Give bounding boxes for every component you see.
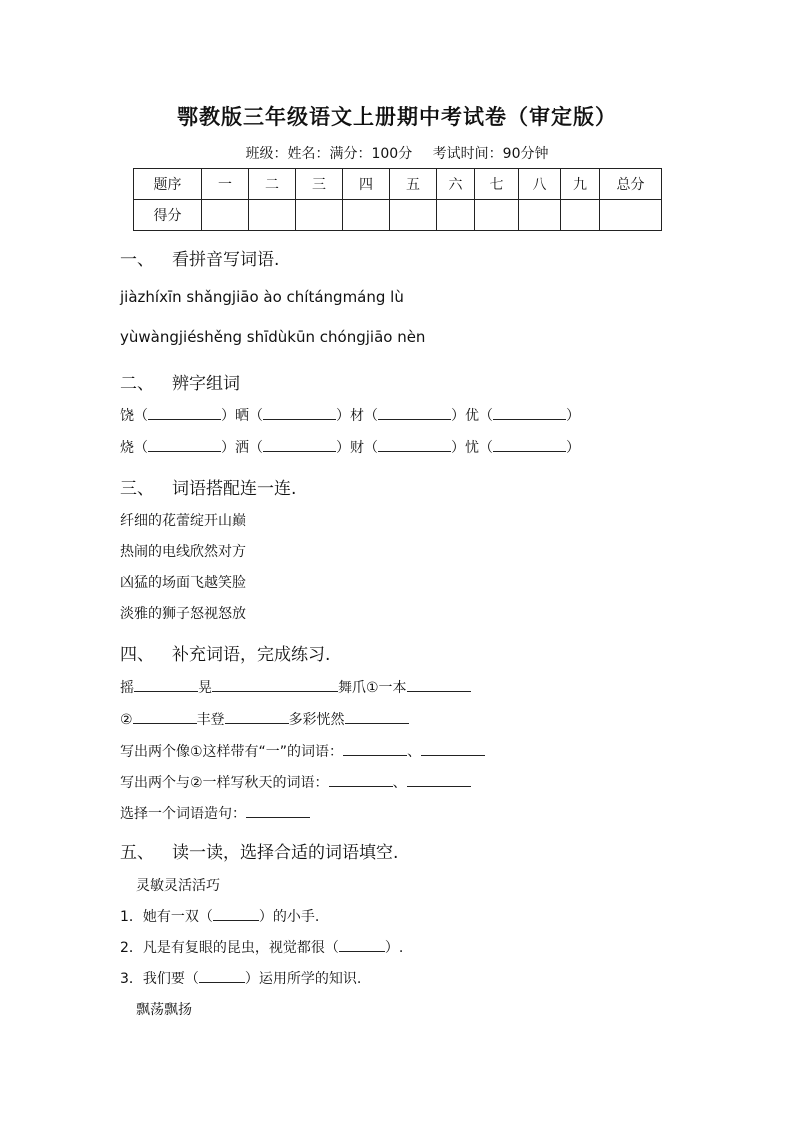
fill-text: 晃: [198, 680, 212, 696]
table-cell: 四: [343, 169, 390, 200]
score-input-cell[interactable]: [296, 200, 343, 231]
answer-blank[interactable]: [493, 405, 566, 420]
section-1-heading: [120, 245, 279, 270]
match-item: 热闹的电线欣然对方: [120, 544, 246, 560]
bianzi-text: ）财（: [336, 440, 378, 456]
pinyin-line-2: yùwàngjiéshěng shīdùkūn chóngjiāo nèn: [120, 328, 426, 346]
answer-blank[interactable]: [246, 803, 310, 818]
section-5-heading: [120, 838, 398, 863]
answer-blank[interactable]: [329, 772, 393, 787]
reading-question-3: [120, 968, 361, 988]
bianzi-text: ）: [566, 408, 580, 424]
fill-text: 多彩恍然: [288, 712, 345, 728]
bianzi-row-1: [120, 405, 580, 425]
bianzi-text: ）材（: [336, 408, 378, 424]
question-text: 写出两个像①这样带有“一”的词语：: [120, 744, 344, 760]
section-3-heading: [120, 474, 296, 499]
answer-blank[interactable]: [225, 709, 289, 724]
answer-blank[interactable]: [378, 405, 451, 420]
table-cell: 七: [475, 169, 519, 200]
fill-text: 丰登: [196, 712, 225, 728]
pinyin-line-1: jiàzhíxīn shǎngjiāo ào chítángmáng lù: [120, 288, 404, 306]
answer-blank[interactable]: [263, 437, 336, 452]
section-title: 读一读，选择合适的词语填空.: [172, 843, 399, 863]
bianzi-text: ）洒（: [221, 440, 263, 456]
score-input-cell[interactable]: [519, 200, 561, 231]
table-cell: 八: [519, 169, 561, 200]
bianzi-text: 饶（: [120, 408, 148, 424]
answer-blank[interactable]: [378, 437, 451, 452]
section-number: 五、: [120, 843, 154, 863]
separator: 、: [392, 775, 407, 791]
section-title: 辨字组词: [172, 374, 240, 394]
answer-blank[interactable]: [199, 968, 245, 983]
score-input-cell[interactable]: [343, 200, 390, 231]
fill-line-1: [120, 677, 471, 697]
section-2-heading: [120, 369, 240, 394]
score-input-cell[interactable]: [600, 200, 662, 231]
table-cell: 五: [390, 169, 437, 200]
answer-blank[interactable]: [263, 405, 336, 420]
fill-text: 摇: [120, 680, 134, 696]
section-title: 补充词语，完成练习.: [172, 645, 331, 665]
question-text: 1．她有一双（: [120, 909, 213, 925]
fill-text: ②: [120, 712, 133, 728]
score-table-header-row: [134, 169, 662, 200]
page-title: 鄂教版三年级语文上册期中考试卷（审定版）: [177, 104, 617, 129]
fill-question-1: [120, 741, 485, 761]
table-cell: 一: [202, 169, 249, 200]
bianzi-text: ）优（: [451, 408, 493, 424]
reading-question-1: [120, 906, 319, 926]
separator: 、: [407, 744, 422, 760]
section-number: 一、: [120, 250, 154, 270]
section-title: 看拼音写词语.: [172, 250, 280, 270]
fill-text: 舞爪①一本: [338, 680, 407, 696]
question-text: 2．凡是有复眼的昆虫，视觉都很（: [120, 940, 339, 956]
table-cell: 九: [561, 169, 600, 200]
word-group-2: 飘荡飘扬: [136, 1002, 192, 1018]
bianzi-row-2: [120, 437, 580, 457]
answer-blank[interactable]: [134, 677, 198, 692]
score-input-cell[interactable]: [249, 200, 296, 231]
answer-blank[interactable]: [213, 906, 259, 921]
fill-line-2: [120, 709, 409, 729]
table-cell: 总分: [600, 169, 662, 200]
answer-blank[interactable]: [133, 709, 197, 724]
exam-info: [0, 143, 794, 163]
match-item: 淡雅的狮子怒视怒放: [120, 606, 246, 622]
section-number: 四、: [120, 645, 154, 665]
exam-time-label: 考试时间：90分钟: [432, 146, 549, 162]
table-cell: 六: [437, 169, 475, 200]
score-table-score-row: [134, 200, 662, 231]
bianzi-text: ）: [566, 440, 580, 456]
answer-blank[interactable]: [407, 677, 471, 692]
question-text: ）.: [384, 940, 404, 956]
table-cell: 得分: [134, 200, 202, 231]
section-4-heading: [120, 640, 330, 665]
section-title: 词语搭配连一连.: [172, 479, 297, 499]
question-text: ）的小手.: [258, 909, 320, 925]
answer-blank[interactable]: [493, 437, 566, 452]
answer-blank[interactable]: [345, 709, 409, 724]
match-item: 凶猛的场面飞越笑脸: [120, 575, 246, 591]
class-name-field-label: 班级：姓名：满分：100分: [245, 146, 413, 162]
question-text: ）运用所学的知识.: [244, 971, 362, 987]
score-input-cell[interactable]: [561, 200, 600, 231]
section-number: 二、: [120, 374, 154, 394]
answer-blank[interactable]: [212, 677, 338, 692]
bianzi-text: 烧（: [120, 440, 148, 456]
reading-question-2: [120, 937, 403, 957]
bianzi-text: ）晒（: [221, 408, 263, 424]
section-number: 三、: [120, 479, 154, 499]
fill-question-3: [120, 803, 310, 823]
score-table: [133, 168, 662, 231]
table-cell: 三: [296, 169, 343, 200]
question-text: 3．我们要（: [120, 971, 199, 987]
score-input-cell[interactable]: [202, 200, 249, 231]
answer-blank[interactable]: [148, 437, 221, 452]
score-input-cell[interactable]: [475, 200, 519, 231]
answer-blank[interactable]: [343, 741, 407, 756]
answer-blank[interactable]: [339, 937, 385, 952]
score-input-cell[interactable]: [437, 200, 475, 231]
match-item: 纤细的花蕾绽开山巅: [120, 513, 246, 529]
question-text: 选择一个词语造句：: [120, 806, 246, 822]
score-input-cell[interactable]: [390, 200, 437, 231]
bianzi-text: ）忧（: [451, 440, 493, 456]
question-text: 写出两个与②一样写秋天的词语：: [120, 775, 329, 791]
word-group-1: 灵敏灵活活巧: [136, 878, 220, 894]
answer-blank[interactable]: [421, 741, 485, 756]
table-cell: 二: [249, 169, 296, 200]
answer-blank[interactable]: [407, 772, 471, 787]
answer-blank[interactable]: [148, 405, 221, 420]
table-cell: 题序: [134, 169, 202, 200]
fill-question-2: [120, 772, 471, 792]
